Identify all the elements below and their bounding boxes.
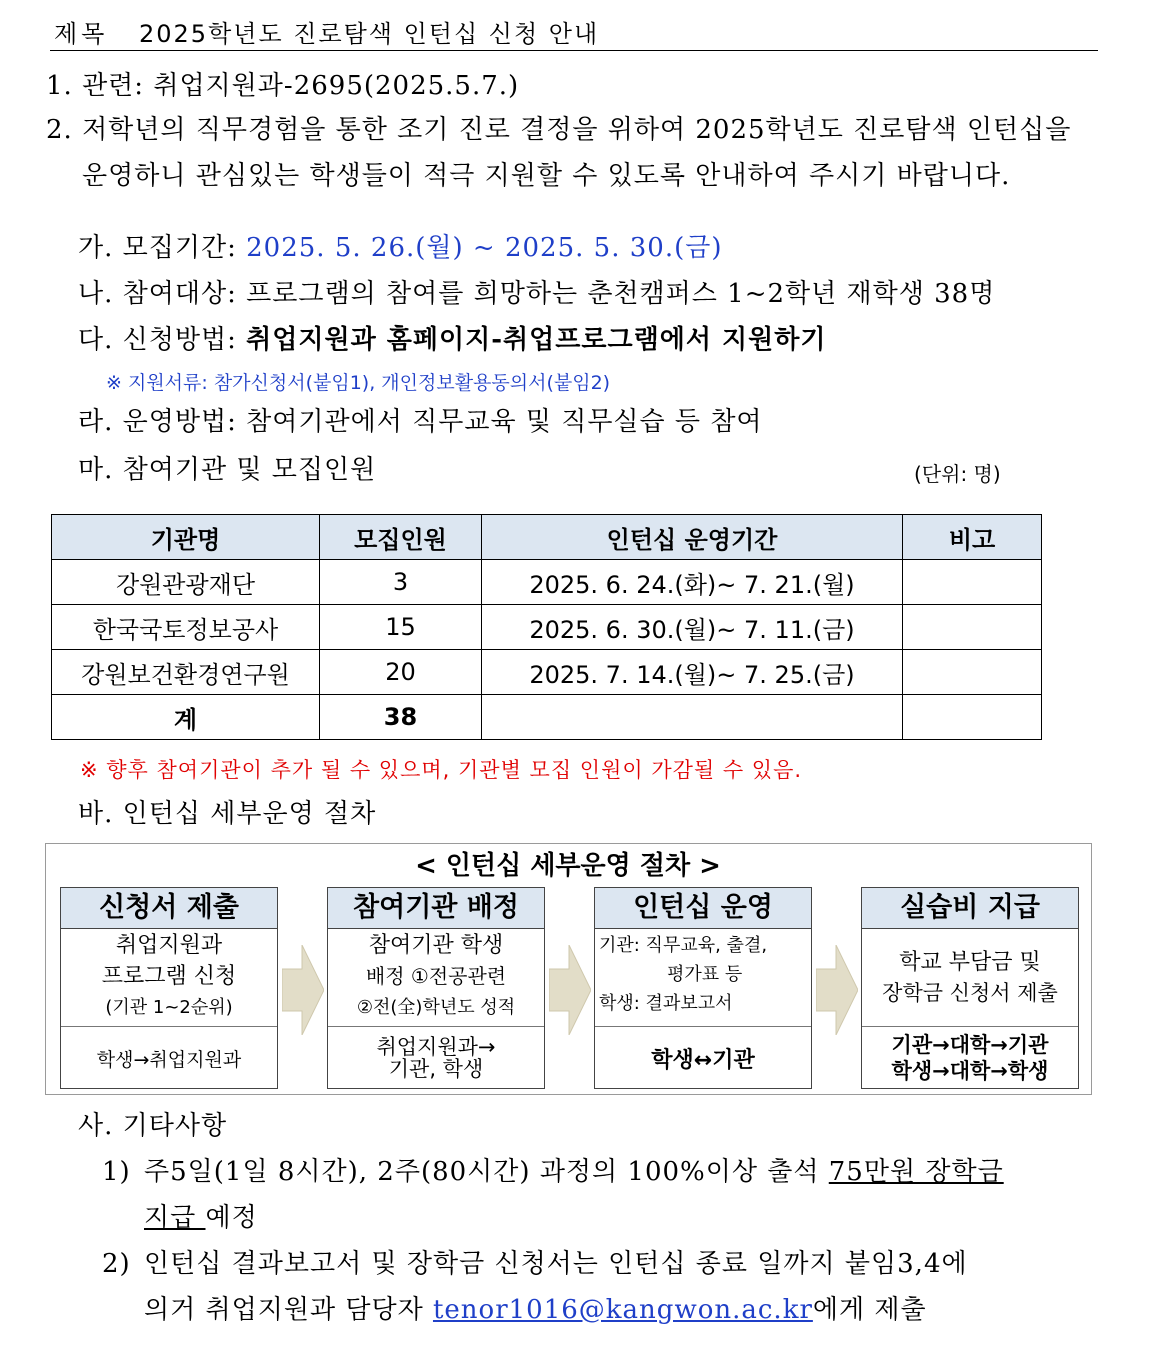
step-description bbox=[61, 930, 277, 1027]
cell-count: 20 bbox=[320, 650, 482, 695]
step-flow-line: 기관, 학생 bbox=[388, 1057, 484, 1081]
step-title: 실습비 지급 bbox=[862, 888, 1078, 929]
step-description bbox=[862, 930, 1078, 1027]
scholarship-planned: 예정 bbox=[205, 1203, 258, 1233]
step-desc-line: 장학금 신청서 제출 bbox=[882, 981, 1058, 1005]
process-box-title: < 인턴십 세부운영 절차 > bbox=[415, 851, 721, 881]
apply-method-value: 취업지원과 홈페이지-취업프로그램에서 지원하기 bbox=[246, 325, 827, 355]
step-desc-line: ②전(全)학년도 성적 bbox=[356, 997, 516, 1018]
cell-period: 2025. 6. 24.(화)~ 7. 21.(월) bbox=[482, 560, 903, 605]
col-institution: 기관명 bbox=[52, 515, 320, 560]
cell-remarks bbox=[903, 605, 1042, 650]
right-arrow-icon bbox=[282, 945, 324, 1035]
process-heading: 바. 인턴십 세부운영 절차 bbox=[78, 799, 377, 829]
step-description bbox=[328, 930, 544, 1027]
submission-suffix: 에게 제출 bbox=[812, 1295, 927, 1325]
step-flow-line: 취업지원과→ bbox=[376, 1035, 496, 1059]
step-desc-line: 취업지원과 bbox=[115, 933, 223, 958]
table-note: ※ 향후 참여기관이 추가 될 수 있으며, 기관별 모집 인원이 가감될 수 있음. bbox=[80, 758, 803, 782]
recruit-period-label: 가. 모집기간: bbox=[78, 233, 247, 263]
step-flow bbox=[862, 1028, 1078, 1088]
table-row bbox=[52, 560, 1042, 605]
table-row bbox=[52, 650, 1042, 695]
submission-target: 의거 취업지원과 담당자 bbox=[144, 1295, 433, 1325]
step-flow-line: 학생→취업지원과 bbox=[96, 1048, 242, 1071]
step-flow bbox=[61, 1028, 277, 1088]
required-documents-note: ※ 지원서류: 참가신청서(붙임1), 개인정보활용동의서(붙임2) bbox=[106, 372, 611, 394]
cell-period: 2025. 7. 14.(월)~ 7. 25.(금) bbox=[482, 650, 903, 695]
cell-remarks bbox=[903, 695, 1042, 740]
scholarship-condition: 주5일(1일 8시간), 2주(80시간) 과정의 100%이상 출석 bbox=[144, 1157, 829, 1187]
others-item-1-line-1 bbox=[144, 1154, 1004, 1190]
right-arrow-icon bbox=[816, 945, 858, 1035]
header-rule bbox=[50, 50, 1098, 51]
process-step-operation bbox=[594, 887, 812, 1089]
step-flow-line: 학생↔기관 bbox=[651, 1047, 755, 1073]
table-row bbox=[52, 605, 1042, 650]
related-doc-line: 1. 관련: 취업지원과-2695(2025.5.7.) bbox=[46, 71, 520, 101]
step-flow-line: 기관→대학→기관 bbox=[891, 1033, 1049, 1057]
cell-count: 3 bbox=[320, 560, 482, 605]
scholarship-payment: 지급 bbox=[144, 1203, 206, 1233]
cell-count: 15 bbox=[320, 605, 482, 650]
right-arrow-icon bbox=[549, 945, 591, 1035]
step-desc-line: 평가표 등 bbox=[667, 964, 743, 985]
others-item-2-num: 2) bbox=[102, 1249, 131, 1279]
target-participants: 나. 참여대상: 프로그램의 참여를 희망하는 춘천캠퍼스 1~2학년 재학생 38명 bbox=[78, 279, 996, 309]
table-total-row bbox=[52, 695, 1042, 740]
scholarship-amount: 75만원 장학금 bbox=[828, 1157, 1004, 1187]
operation-method: 라. 운영방법: 참여기관에서 직무교육 및 직무실습 등 참여 bbox=[78, 407, 763, 437]
cell-institution: 강원관광재단 bbox=[52, 560, 320, 605]
step-flow bbox=[328, 1028, 544, 1088]
step-title: 인턴십 운영 bbox=[595, 888, 811, 929]
step-desc-line: 프로그램 신청 bbox=[101, 964, 237, 989]
step-desc-line: 기관: 직무교육, 출결, bbox=[599, 935, 768, 956]
table-header-row bbox=[52, 515, 1042, 560]
purpose-line-2: 운영하니 관심있는 학생들이 적극 지원할 수 있도록 안내하여 주시기 바랍니다. bbox=[82, 161, 1011, 191]
subject-label: 제목 bbox=[54, 20, 109, 48]
step-flow-line: 학생→대학→학생 bbox=[891, 1059, 1049, 1083]
others-item-2-line-1: 인턴십 결과보고서 및 장학금 신청서는 인턴십 종료 일까지 붙임3,4에 bbox=[144, 1249, 968, 1279]
step-title: 참여기관 배정 bbox=[328, 888, 544, 929]
others-item-1-line-2 bbox=[144, 1200, 258, 1236]
total-label: 계 bbox=[52, 695, 320, 740]
step-flow bbox=[595, 1028, 811, 1088]
apply-method bbox=[78, 322, 826, 358]
cell-institution: 한국국토정보공사 bbox=[52, 605, 320, 650]
step-desc-line: 배정 ①전공관련 bbox=[365, 964, 507, 988]
step-desc-line: (기관 1~2순위) bbox=[105, 997, 233, 1018]
cell-remarks bbox=[903, 650, 1042, 695]
step-title: 신청서 제출 bbox=[61, 888, 277, 929]
institutions-heading: 마. 참여기관 및 모집인원 bbox=[78, 455, 377, 485]
step-desc-line: 참여기관 학생 bbox=[368, 933, 504, 958]
contact-email-link[interactable]: tenor1016@kangwon.ac.kr bbox=[432, 1295, 813, 1325]
cell-remarks bbox=[903, 560, 1042, 605]
process-step-application bbox=[60, 887, 278, 1089]
recruit-period bbox=[78, 230, 723, 266]
others-item-2-line-2 bbox=[144, 1292, 927, 1328]
cell-period: 2025. 6. 30.(월)~ 7. 11.(금) bbox=[482, 605, 903, 650]
unit-label: (단위: 명) bbox=[914, 462, 1001, 486]
col-recruit-count: 모집인원 bbox=[320, 515, 482, 560]
col-remarks: 비고 bbox=[903, 515, 1042, 560]
purpose-line-1: 2. 저학년의 직무경험을 통한 조기 진로 결정을 위하여 2025학년도 진로탐색 인턴십을 bbox=[46, 115, 1072, 145]
step-description bbox=[595, 930, 811, 1027]
step-desc-line: 학생: 결과보고서 bbox=[599, 993, 733, 1014]
cell-period bbox=[482, 695, 903, 740]
document-title: 2025학년도 진로탐색 인턴십 신청 안내 bbox=[139, 20, 600, 48]
col-period: 인턴십 운영기간 bbox=[482, 515, 903, 560]
step-desc-line: 학교 부담금 및 bbox=[899, 950, 1041, 975]
cell-institution: 강원보건환경연구원 bbox=[52, 650, 320, 695]
others-heading: 사. 기타사항 bbox=[78, 1111, 228, 1141]
recruitment-table bbox=[51, 514, 1042, 740]
process-step-payment bbox=[861, 887, 1079, 1089]
process-step-assignment bbox=[327, 887, 545, 1089]
recruit-period-value: 2025. 5. 26.(월) ~ 2025. 5. 30.(금) bbox=[246, 233, 723, 263]
total-value: 38 bbox=[320, 695, 482, 740]
apply-method-label: 다. 신청방법: bbox=[78, 325, 247, 355]
others-item-1-num: 1) bbox=[102, 1157, 131, 1187]
